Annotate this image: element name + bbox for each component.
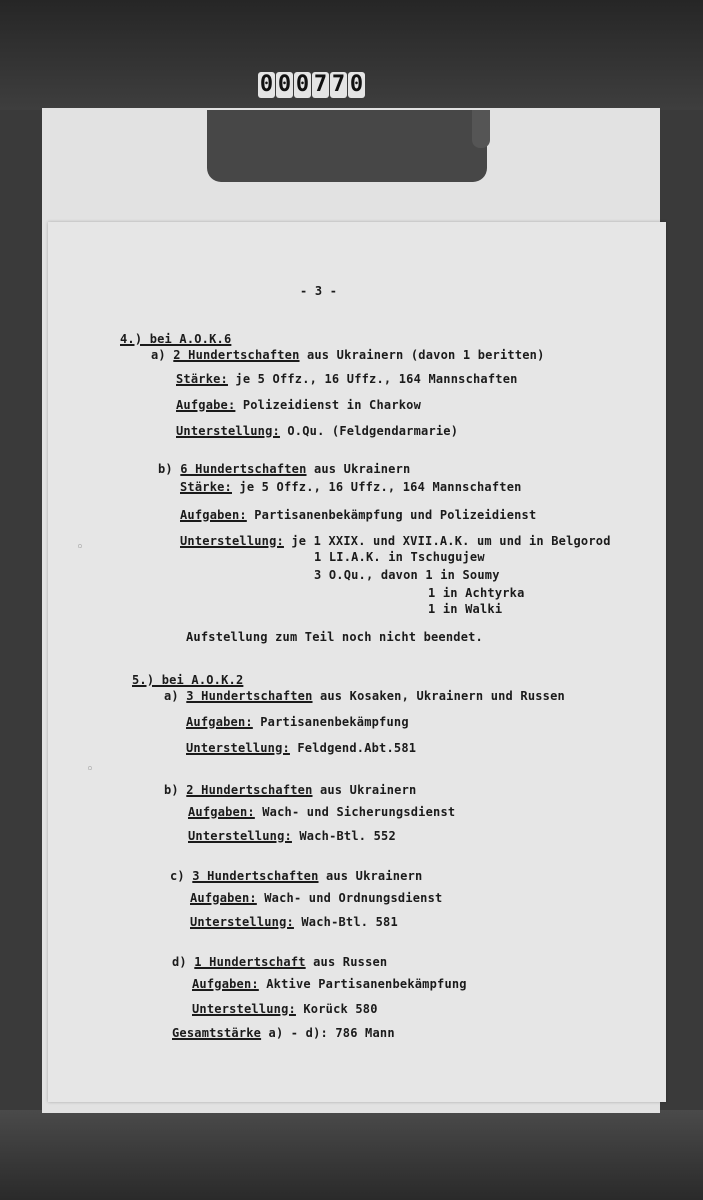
field-label: Unterstellung: bbox=[186, 741, 290, 755]
item-heading-rest: aus Ukrainern (davon 1 beritten) bbox=[299, 348, 545, 362]
item-heading: 3 Hundertschaften bbox=[192, 869, 319, 883]
unterstellung-line: 1 in Achtyrka bbox=[428, 586, 525, 600]
section-4a-staerke bbox=[176, 372, 518, 386]
field-value: Feldgend.Abt.581 bbox=[289, 741, 417, 755]
section-5d-heading bbox=[172, 955, 387, 969]
section-5d-aufgaben bbox=[192, 977, 467, 991]
section-5b-unterstellung bbox=[188, 829, 396, 843]
document-page bbox=[48, 222, 666, 1102]
frame-digit: 0 bbox=[349, 72, 364, 97]
field-value: Wach- und Ordnungsdienst bbox=[256, 891, 443, 905]
field-value: je 5 Offz., 16 Uffz., 164 Mannschaften bbox=[231, 480, 522, 494]
field-label: Aufgaben: bbox=[192, 977, 259, 991]
field-value: je 1 XXIX. und XVII.A.K. um und in Belgorod bbox=[283, 534, 611, 548]
section-4-title: 4.) bei A.O.K.6 bbox=[120, 332, 232, 346]
field-label: Unterstellung: bbox=[192, 1002, 296, 1016]
clip-tab bbox=[472, 110, 490, 148]
frame-digit: 0 bbox=[295, 72, 310, 97]
document-clip bbox=[207, 110, 487, 182]
field-value: Wach-Btl. 581 bbox=[293, 915, 398, 929]
section-4a-aufgabe bbox=[176, 398, 421, 412]
section-5b-aufgaben bbox=[188, 805, 455, 819]
field-label: Unterstellung: bbox=[180, 534, 284, 548]
section-5c-aufgaben bbox=[190, 891, 442, 905]
item-heading-rest: aus Ukrainern bbox=[306, 462, 411, 476]
page-number: - 3 - bbox=[300, 284, 338, 298]
field-label: Unterstellung: bbox=[190, 915, 294, 929]
section-5-title bbox=[132, 673, 243, 687]
section-4-note: Aufstellung zum Teil noch nicht beendet. bbox=[186, 630, 483, 644]
field-value: Polizeidienst in Charkow bbox=[235, 398, 422, 412]
item-heading-rest: aus Russen bbox=[305, 955, 388, 969]
field-value: a) - d): 786 Mann bbox=[261, 1026, 395, 1040]
section-4b-unterstellung bbox=[180, 534, 611, 548]
punch-hole-mark: ◦ bbox=[86, 762, 94, 777]
section-title-text: 5.) bei A.O.K.2 bbox=[132, 673, 244, 687]
field-label: Aufgaben: bbox=[186, 715, 253, 729]
film-frame-bottom bbox=[0, 1110, 703, 1200]
section-4b-aufgaben bbox=[180, 508, 536, 522]
field-value: Wach-Btl. 552 bbox=[291, 829, 396, 843]
item-heading-rest: aus Ukrainern bbox=[312, 783, 417, 797]
frame-digit: 7 bbox=[313, 72, 328, 97]
field-value: O.Qu. (Feldgendarmarie) bbox=[279, 424, 459, 438]
item-heading: 3 Hundertschaften bbox=[186, 689, 313, 703]
unterstellung-line: 1 LI.A.K. in Tschugujew bbox=[314, 550, 485, 564]
section-5d-unterstellung bbox=[192, 1002, 378, 1016]
item-heading: 2 Hundertschaften bbox=[186, 783, 313, 797]
section-4a-unterstellung bbox=[176, 424, 458, 438]
punch-hole-mark: ◦ bbox=[76, 540, 84, 555]
field-label: Aufgaben: bbox=[190, 891, 257, 905]
item-label: a) bbox=[151, 348, 166, 362]
section-5b-heading bbox=[164, 783, 416, 797]
gesamtstaerke bbox=[172, 1026, 395, 1040]
item-label: b) bbox=[164, 783, 179, 797]
frame-digit: 0 bbox=[259, 72, 274, 97]
field-label: Stärke: bbox=[176, 372, 228, 386]
item-label: a) bbox=[164, 689, 179, 703]
field-label: Gesamtstärke bbox=[172, 1026, 262, 1040]
field-value: je 5 Offz., 16 Uffz., 164 Mannschaften bbox=[227, 372, 518, 386]
field-label: Unterstellung: bbox=[176, 424, 280, 438]
section-4b-staerke bbox=[180, 480, 522, 494]
item-heading: 6 Hundertschaften bbox=[180, 462, 307, 476]
section-5c-heading bbox=[170, 869, 422, 883]
unterstellung-line: 1 in Walki bbox=[428, 602, 503, 616]
section-5c-unterstellung bbox=[190, 915, 398, 929]
field-value: Wach- und Sicherungsdienst bbox=[254, 805, 456, 819]
item-heading: 2 Hundertschaften bbox=[173, 348, 300, 362]
section-5a-heading bbox=[164, 689, 565, 703]
frame-number bbox=[258, 72, 365, 100]
unterstellung-line: 3 O.Qu., davon 1 in Soumy bbox=[314, 568, 500, 582]
field-value: Korück 580 bbox=[295, 1002, 378, 1016]
field-label: Aufgabe: bbox=[176, 398, 236, 412]
field-label: Unterstellung: bbox=[188, 829, 292, 843]
frame-digit: 0 bbox=[277, 72, 292, 97]
field-value: Partisanenbekämpfung und Polizeidienst bbox=[246, 508, 537, 522]
section-4b-heading bbox=[158, 462, 410, 476]
item-label: c) bbox=[170, 869, 185, 883]
field-label: Stärke: bbox=[180, 480, 232, 494]
frame-digit: 7 bbox=[331, 72, 346, 97]
field-label: Aufgaben: bbox=[180, 508, 247, 522]
field-value: Partisanenbekämpfung bbox=[252, 715, 409, 729]
item-label: b) bbox=[158, 462, 173, 476]
field-label: Aufgaben: bbox=[188, 805, 255, 819]
section-5a-unterstellung bbox=[186, 741, 416, 755]
section-4a-heading bbox=[151, 348, 545, 362]
section-5a-aufgaben bbox=[186, 715, 409, 729]
item-heading-rest: aus Ukrainern bbox=[318, 869, 423, 883]
item-heading-rest: aus Kosaken, Ukrainern und Russen bbox=[312, 689, 565, 703]
field-value: Aktive Partisanenbekämpfung bbox=[258, 977, 467, 991]
item-heading: 1 Hundertschaft bbox=[194, 955, 306, 969]
item-label: d) bbox=[172, 955, 187, 969]
